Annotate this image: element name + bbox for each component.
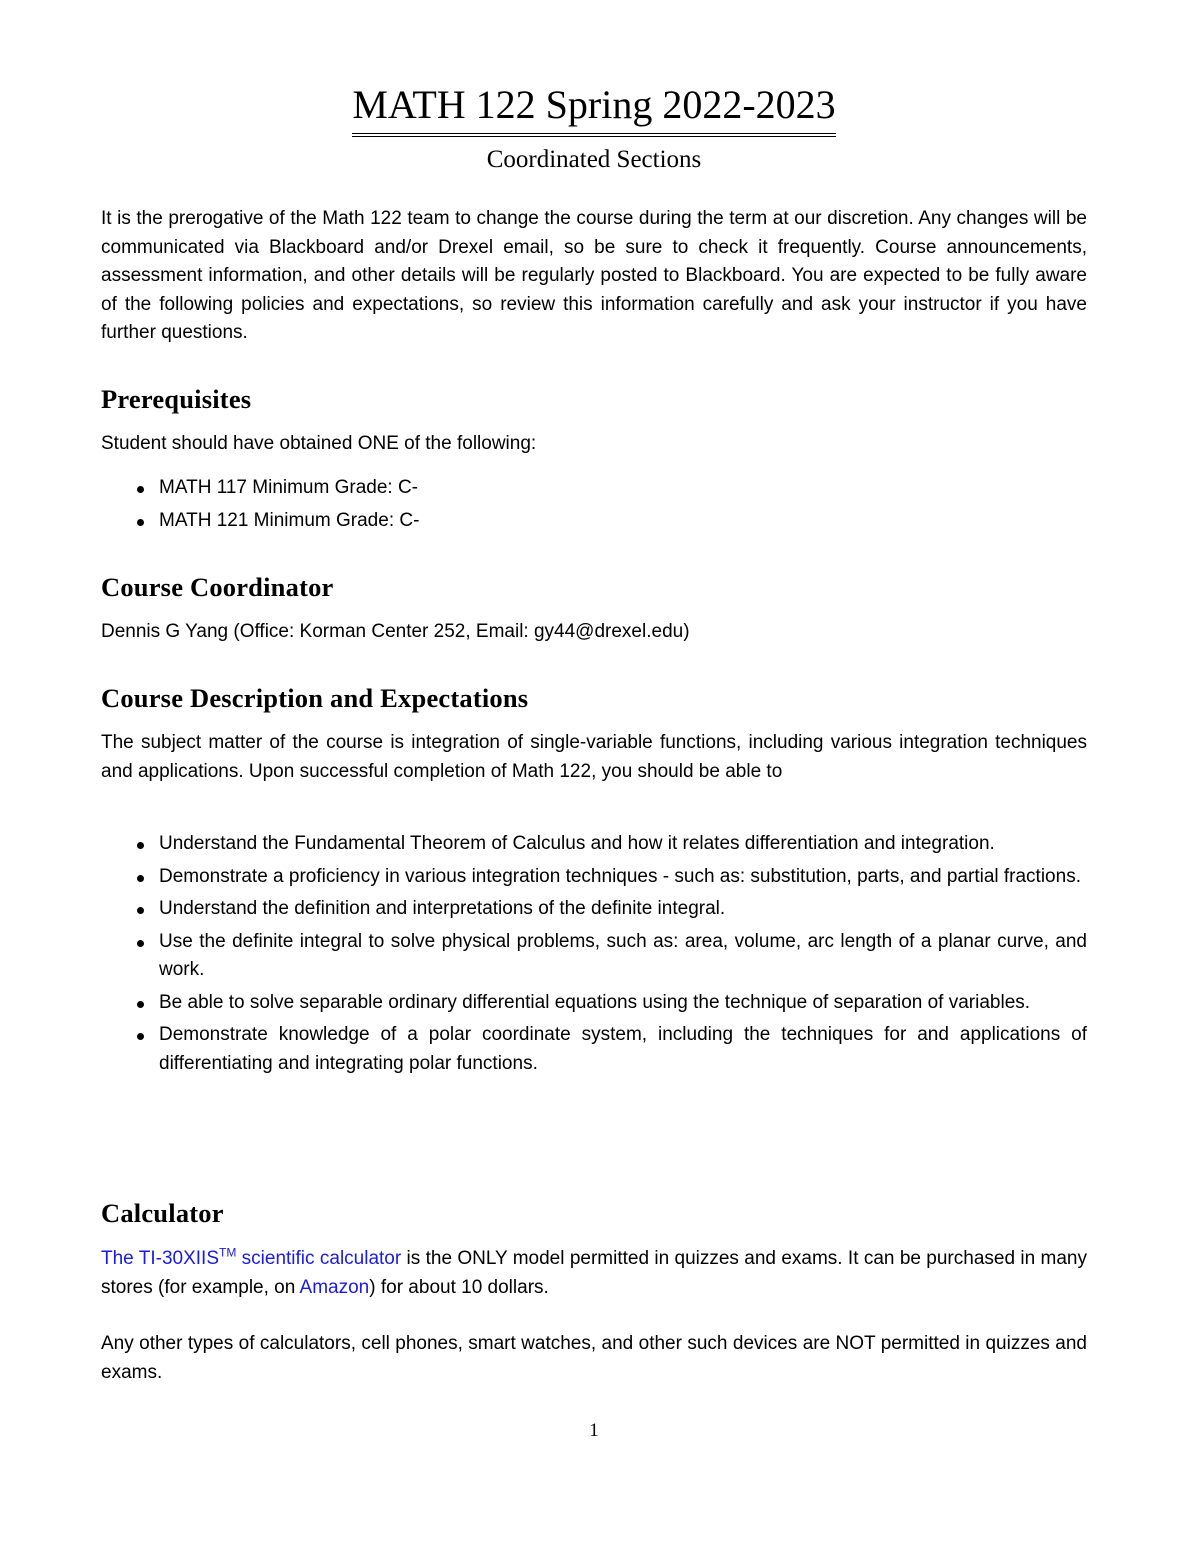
list-item: Demonstrate a proficiency in various integration techniques - such as: substitution, parts, and partial fractions. [101,863,1087,892]
amazon-link[interactable]: Amazon [299,1276,370,1298]
document-subtitle: Coordinated Sections [486,146,702,173]
list-item: Demonstrate knowledge of a polar coordinate system, including the techniques for and applications of differentiating and integrating polar functions. [101,1021,1087,1078]
list-item: Be able to solve separable ordinary differential equations using the technique of separation of variables. [101,989,1087,1018]
calculator-link[interactable]: The TI-30XIIS™ scientific calculator [101,1245,402,1269]
description-lead: The subject matter of the course is integration of single-variable functions, including various integration techniques and applications. Upon successful completion of Math 122, you should be able to [101,732,1087,782]
list-item: Understand the definition and interpretations of the definite integral. [101,895,1087,924]
coordinator-heading: Course Coordinator [101,572,334,602]
calculator-paragraph: The TI-30XIIS™ scientific calculator is the ONLY model permitted in quizzes and exams. It can be purchased in many stores (for example, on Amazon) for about 10 dollars. [101,1245,1087,1298]
list-item: MATH 121 Minimum Grade: C- [101,507,1087,536]
trademark-mark: TM [219,1245,237,1260]
devices-paragraph: Any other types of calculators, cell phones, smart watches, and other such devices are NOT permitted in quizzes and exams. [101,1333,1087,1383]
list-item: Understand the Fundamental Theorem of Calculus and how it relates differentiation and integration. [101,830,1087,859]
prerequisites-list [101,474,1087,539]
list-item: MATH 117 Minimum Grade: C- [101,474,1087,503]
objectives-list [101,830,1087,1082]
list-item: Use the definite integral to solve physical problems, such as: area, volume, arc length of a planar curve, and work. [101,928,1087,985]
coordinator-text: Dennis G Yang (Office: Korman Center 252, Email: gy44@drexel.edu) [101,621,690,642]
prerequisites-heading: Prerequisites [101,384,252,414]
intro-paragraph: It is the prerogative of the Math 122 team to change the course during the term at our discretion. Any changes will be communicated via Blackboard and/or Drexel email, so be sure to check it frequently. Course announcements, assessment information, and other details will be regularly posted to Blackboard. You are expected to be fully aware of the following policies and expectations, so review this information carefully and ask your instructor if you have further questions. [101,208,1087,343]
calculator-heading: Calculator [101,1198,224,1228]
document-title: MATH 122 Spring 2022-2023 [101,83,1087,137]
prerequisites-lead: Student should have obtained ONE of the following: [101,433,537,454]
page-number: 1 [589,1420,599,1441]
description-heading: Course Description and Expectations [101,683,529,713]
